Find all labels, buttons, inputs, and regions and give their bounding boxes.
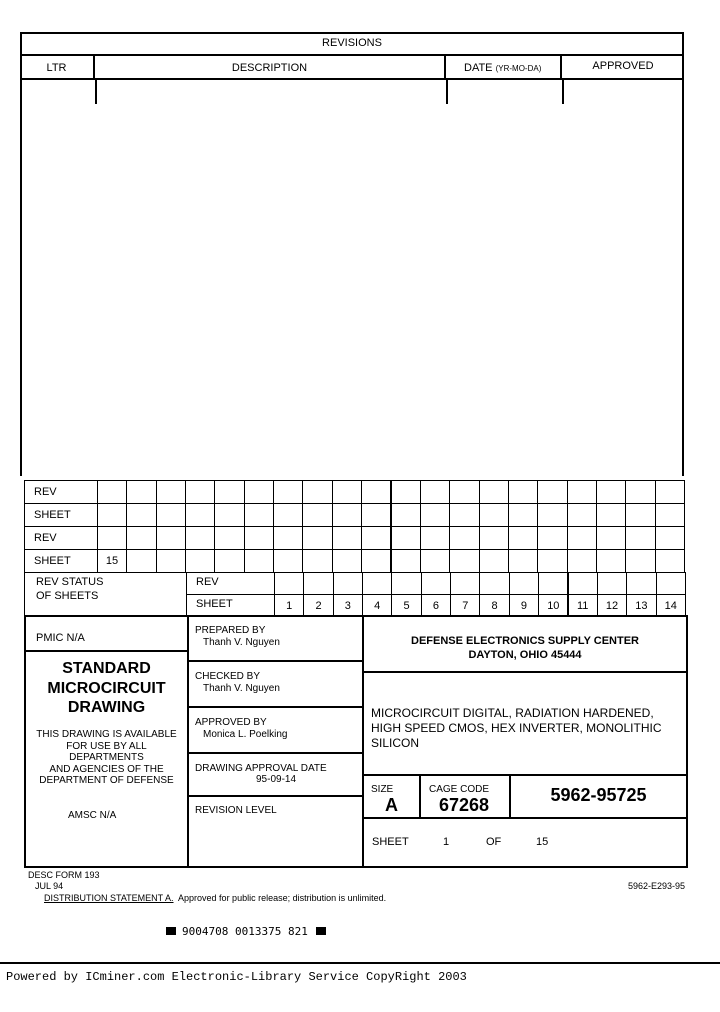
revisions-block: [20, 32, 684, 476]
col-date-format: (YR-MO-DA): [495, 64, 542, 73]
sheet-number-cell: 3: [333, 594, 363, 617]
grid-cell: [537, 526, 567, 550]
grid-cell: [302, 526, 332, 550]
grid-cell: [97, 526, 127, 550]
rev-cell: [538, 572, 568, 595]
rev-cell: [597, 572, 627, 595]
grid-cell: [479, 526, 509, 550]
grid-cell: [567, 526, 597, 550]
rev-cell: [421, 572, 451, 595]
grid-cell: [596, 526, 626, 550]
description-line-2: HIGH SPEED CMOS, HEX INVERTER, MONOLITHIC: [371, 721, 662, 735]
grid-rev-label: REV: [34, 485, 57, 498]
grid-cell: [625, 549, 655, 573]
grid-cell: [449, 503, 479, 527]
grid-cell: [214, 526, 244, 550]
size-label: SIZE: [371, 784, 394, 795]
grid-cell: [332, 549, 362, 573]
grid-cell: [302, 549, 332, 573]
amsc: AMSC N/A: [68, 810, 117, 821]
grid-cell: [596, 549, 626, 573]
grid-cell: [156, 503, 186, 527]
description-line-1: MICROCIRCUIT DIGITAL, RADIATION HARDENED,: [371, 706, 654, 720]
prepared-name: Thanh V. Nguyen: [203, 637, 280, 648]
of-label: OF: [486, 836, 502, 848]
revisions-header: [20, 56, 684, 80]
grid-cell: [126, 549, 156, 573]
grid-cell: [537, 549, 567, 573]
grid-cell: [156, 549, 186, 573]
sheet-total: 15: [536, 836, 549, 848]
grid-cell: [625, 503, 655, 527]
rev-cell: [656, 572, 686, 595]
sheet-number: 1: [443, 836, 450, 848]
grid-cell: [479, 503, 509, 527]
pmic: PMIC N/A: [36, 632, 85, 644]
revisions-title-row: [20, 32, 684, 56]
grid-cell: [655, 480, 685, 504]
grid-cell: [391, 526, 421, 550]
grid-sheet-label: SHEET: [34, 554, 71, 567]
grid-cell: [508, 526, 538, 550]
grid-cell: [185, 503, 215, 527]
barcode-text: [166, 925, 326, 938]
approved-label: APPROVED BY: [195, 717, 267, 728]
grid-sheet-label: SHEET: [34, 508, 71, 521]
doc-code: 5962-E293-95: [628, 881, 686, 891]
sheet-number-cell: 5: [391, 594, 421, 617]
grid-cell: [126, 503, 156, 527]
rev-status-label-2: OF SHEETS: [36, 590, 99, 602]
approval-date-label: DRAWING APPROVAL DATE: [195, 763, 327, 774]
col-date: DATE: [464, 62, 493, 74]
grid-cell: [273, 549, 303, 573]
sheet-number-cell: 1: [274, 594, 304, 617]
grid-cell: [332, 503, 362, 527]
title-line-3: DRAWING: [67, 699, 146, 716]
checked-name: Thanh V. Nguyen: [203, 683, 280, 694]
distribution-text: Approved for public release; distribution is unlimited.: [178, 893, 387, 903]
grid-cell: [302, 503, 332, 527]
cage-code: 67268: [439, 795, 490, 815]
grid-cell: [479, 549, 509, 573]
grid-cell: [244, 503, 274, 527]
grid-cell: [655, 503, 685, 527]
grid-cell: [449, 549, 479, 573]
col-approved: APPROVED: [592, 60, 654, 72]
grid-cell: [185, 526, 215, 550]
sheet-label: SHEET: [372, 836, 409, 848]
grid-cell: [214, 480, 244, 504]
grid-cell: [273, 526, 303, 550]
grid-cell: [449, 480, 479, 504]
grid-cell: [214, 503, 244, 527]
form-date: JUL 94: [35, 881, 64, 891]
rev-cell: [626, 572, 656, 595]
grid-cell: [537, 503, 567, 527]
revisions-title: REVISIONS: [322, 37, 382, 49]
rev-cell: [333, 572, 363, 595]
rev-cell: [479, 572, 509, 595]
grid-cell: [361, 526, 391, 550]
availability: DEPARTMENT OF DEFENSE: [39, 775, 174, 786]
grid-cell: [567, 503, 597, 527]
agency-address: DAYTON, OHIO 45444: [468, 649, 582, 661]
rev-cell: [274, 572, 304, 595]
rev-cell: [362, 572, 392, 595]
grid-cell: [625, 526, 655, 550]
grid-cell: [273, 503, 303, 527]
grid-cell: [537, 480, 567, 504]
grid-cell: [156, 526, 186, 550]
grid-cell: [214, 549, 244, 573]
cage-code-label: CAGE CODE: [429, 784, 490, 795]
sheet-number-cell: 12: [597, 594, 627, 617]
rev-cell: [303, 572, 333, 595]
title-line-2: MICROCIRCUIT: [47, 680, 166, 697]
grid-cell: [596, 503, 626, 527]
grid-cell: [126, 526, 156, 550]
grid-cell: [508, 480, 538, 504]
agency-name: DEFENSE ELECTRONICS SUPPLY CENTER: [411, 635, 639, 647]
grid-cell: [97, 480, 127, 504]
sheet-number-cell: 2: [303, 594, 333, 617]
availability: DEPARTMENTS: [69, 752, 144, 763]
sheet-number-cell: 6: [421, 594, 451, 617]
col-ltr: LTR: [46, 62, 67, 74]
divider: [562, 80, 564, 104]
title-line-1: STANDARD: [62, 660, 151, 677]
grid-cell: [625, 480, 655, 504]
grid-cell: [361, 503, 391, 527]
checked-label: CHECKED BY: [195, 671, 261, 682]
grid-cell: [302, 480, 332, 504]
col-description: DESCRIPTION: [231, 62, 308, 74]
rev-status-label: REV STATUS: [36, 576, 104, 588]
grid-cell: [244, 526, 274, 550]
approved-name: Monica L. Poelking: [203, 729, 288, 740]
prepared-label: PREPARED BY: [195, 625, 266, 636]
grid-cell: [97, 503, 127, 527]
grid-cell: [332, 526, 362, 550]
revision-level-label: REVISION LEVEL: [195, 805, 277, 816]
sheet-number-cell: 7: [450, 594, 480, 617]
grid-sheet-15: 15: [105, 554, 119, 567]
grid-cell: [244, 549, 274, 573]
grid-cell: [156, 480, 186, 504]
drawing-number: 5962-95725: [550, 785, 647, 805]
grid-cell: [391, 549, 421, 573]
grid-cell: [596, 480, 626, 504]
grid-cell: [332, 480, 362, 504]
size-value: A: [385, 795, 398, 815]
grid-cell: [391, 480, 421, 504]
grid-cell: [391, 503, 421, 527]
grid-cell: [508, 503, 538, 527]
grid-cell: [273, 480, 303, 504]
grid-cell: [185, 549, 215, 573]
availability: AND AGENCIES OF THE: [49, 764, 164, 775]
grid-cell: [655, 549, 685, 573]
rev-cell: [450, 572, 480, 595]
divider: [446, 80, 448, 104]
availability: FOR USE BY ALL: [66, 741, 147, 752]
form-number: DESC FORM 193: [28, 870, 100, 880]
barcode-number: 9004708 0013375 821: [182, 925, 308, 938]
rev-cell: [509, 572, 539, 595]
grid-cell: [185, 480, 215, 504]
rev-cell: [391, 572, 421, 595]
grid-cell: [479, 480, 509, 504]
grid-cell: [420, 480, 450, 504]
grid-cell: [449, 526, 479, 550]
approval-date: 95-09-14: [256, 774, 297, 785]
sheet-number-cell: 4: [362, 594, 392, 617]
grid-cell: [655, 526, 685, 550]
sheet-number-cell: 9: [509, 594, 539, 617]
grid-cell: [126, 480, 156, 504]
distribution-label: DISTRIBUTION STATEMENT A.: [44, 893, 174, 903]
divider: [95, 80, 97, 104]
rev-cell: [568, 572, 598, 595]
grid-cell: [420, 526, 450, 550]
sheet-number-cell: 13: [626, 594, 656, 617]
rev-status-rev-label: REV: [196, 576, 219, 588]
sheet-number-cell: 11: [568, 594, 598, 617]
sheet-number-cell: 8: [479, 594, 509, 617]
availability: THIS DRAWING IS AVAILABLE: [36, 729, 177, 740]
grid-cell: [244, 480, 274, 504]
description-line-3: SILICON: [371, 736, 420, 750]
grid-cell: [567, 549, 597, 573]
grid-cell: [361, 549, 391, 573]
grid-cell: [567, 480, 597, 504]
sheet-number-cell: 14: [656, 594, 686, 617]
sheet-number-cell: 10: [538, 594, 568, 617]
divider: [0, 962, 720, 964]
rev-status-sheet-label: SHEET: [196, 598, 233, 610]
grid-cell: [361, 480, 391, 504]
powered-by: Powered by ICminer.com Electronic-Library Service CopyRight 2003: [6, 970, 467, 984]
grid-cell: [508, 549, 538, 573]
grid-cell: [420, 549, 450, 573]
grid-rev-label: REV: [34, 531, 57, 544]
grid-cell: [420, 503, 450, 527]
